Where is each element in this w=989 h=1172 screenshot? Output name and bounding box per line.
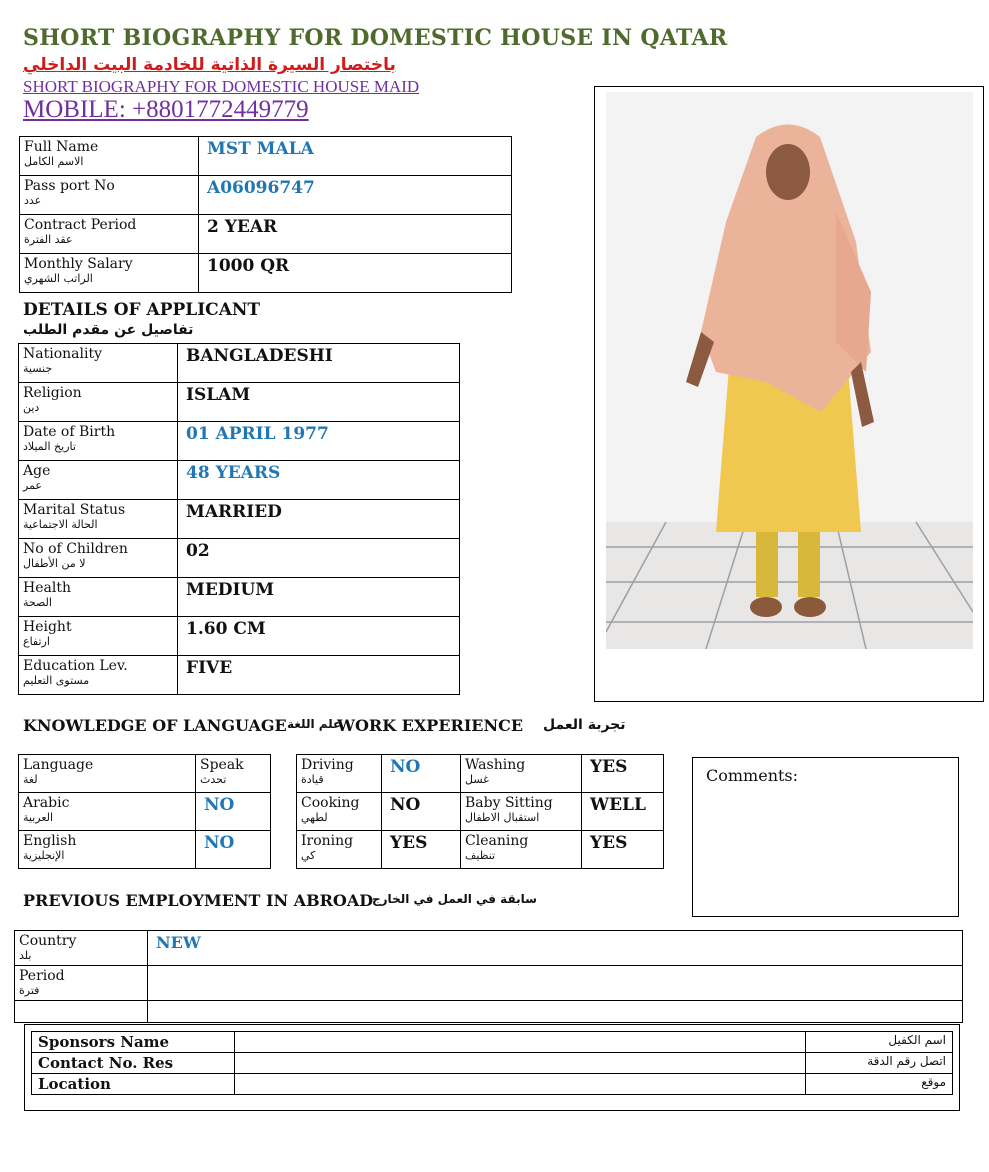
sponsor-row bbox=[32, 1032, 953, 1053]
work-skill-value: NO bbox=[390, 757, 421, 777]
applicant-details-table bbox=[18, 343, 460, 695]
detail-label-arabic: جنسية bbox=[23, 362, 53, 375]
work-heading-arabic: تجربة العمل bbox=[543, 717, 626, 733]
info-label: Monthly Salary bbox=[24, 256, 133, 272]
language-header-row bbox=[19, 755, 271, 793]
sponsor-label: Sponsors Name bbox=[38, 1033, 170, 1051]
info-label-arabic: عدد bbox=[24, 194, 42, 207]
previous-row bbox=[15, 966, 963, 1001]
language-header-cell bbox=[19, 755, 196, 793]
speak-header-cell bbox=[196, 755, 271, 793]
detail-label-cell bbox=[19, 656, 178, 695]
info-label: Full Name bbox=[24, 139, 99, 155]
detail-label: Date of Birth bbox=[23, 424, 116, 440]
info-row bbox=[20, 176, 512, 215]
sponsor-label-arabic: اتصل رقم الدقة bbox=[867, 1054, 946, 1068]
info-row bbox=[20, 215, 512, 254]
work-row bbox=[297, 793, 664, 831]
work-skill-label: Cooking bbox=[301, 795, 360, 811]
detail-label: Education Lev. bbox=[23, 658, 128, 674]
info-value: MST MALA bbox=[207, 139, 314, 159]
work-row bbox=[297, 755, 664, 793]
detail-label-cell bbox=[19, 617, 178, 656]
detail-label-cell bbox=[19, 500, 178, 539]
language-value: NO bbox=[204, 833, 235, 853]
info-label: Contract Period bbox=[24, 217, 137, 233]
document-title: SHORT BIOGRAPHY FOR DOMESTIC HOUSE IN QATAR bbox=[23, 25, 728, 51]
previous-label: Period bbox=[19, 968, 65, 984]
detail-value-cell bbox=[178, 617, 460, 656]
basic-info-table bbox=[19, 136, 512, 293]
sponsor-row bbox=[32, 1074, 953, 1095]
previous-employment-table bbox=[14, 930, 963, 1023]
language-value-cell bbox=[196, 793, 271, 831]
detail-value: ISLAM bbox=[186, 385, 251, 405]
detail-label-arabic: تاريخ الميلاد bbox=[23, 440, 76, 453]
detail-label-arabic: الحالة الاجتماعية bbox=[23, 518, 98, 531]
work-skill-cell bbox=[461, 831, 582, 869]
work-skill-label: Washing bbox=[465, 757, 526, 773]
previous-label-cell bbox=[15, 1001, 148, 1023]
sponsor-label-arabic-cell bbox=[806, 1032, 953, 1053]
info-value: 2 YEAR bbox=[207, 217, 278, 237]
detail-row bbox=[19, 422, 460, 461]
info-label-cell bbox=[20, 176, 199, 215]
language-header-label-arabic: لغة bbox=[23, 773, 38, 786]
detail-value-cell bbox=[178, 383, 460, 422]
sponsor-value-cell[interactable] bbox=[235, 1032, 806, 1053]
info-value: A06096747 bbox=[207, 178, 315, 198]
work-skill-cell bbox=[461, 793, 582, 831]
language-row bbox=[19, 793, 271, 831]
language-heading: KNOWLEDGE OF LANGUAGE bbox=[23, 716, 287, 735]
detail-value: MEDIUM bbox=[186, 580, 275, 600]
sponsor-label: Location bbox=[38, 1075, 111, 1093]
work-skill-value-cell bbox=[382, 793, 461, 831]
detail-label-arabic: دين bbox=[23, 401, 40, 414]
detail-label-arabic: الصحة bbox=[23, 596, 52, 609]
previous-label-cell bbox=[15, 931, 148, 966]
comments-box bbox=[692, 757, 959, 917]
info-label-cell bbox=[20, 254, 199, 293]
detail-value: BANGLADESHI bbox=[186, 346, 333, 366]
info-value-cell bbox=[199, 215, 512, 254]
info-label-arabic: الاسم الكامل bbox=[24, 155, 84, 168]
previous-employment-heading-arabic: سابقة في العمل في الخارج bbox=[372, 892, 537, 906]
detail-value: 1.60 CM bbox=[186, 619, 266, 639]
photo-frame bbox=[594, 86, 984, 702]
sponsor-row bbox=[32, 1053, 953, 1074]
speak-header-label-arabic: تحدث bbox=[200, 773, 227, 786]
work-skill-value-cell bbox=[582, 831, 664, 869]
previous-label-cell bbox=[15, 966, 148, 1001]
sponsor-label-cell bbox=[32, 1074, 235, 1095]
comments-label: Comments: bbox=[706, 766, 799, 785]
speak-header-label: Speak bbox=[200, 757, 244, 773]
detail-value: 02 bbox=[186, 541, 210, 561]
details-heading-arabic: تفاصيل عن مقدم الطلب bbox=[23, 322, 194, 338]
work-skill-value-cell bbox=[382, 831, 461, 869]
detail-label: Marital Status bbox=[23, 502, 126, 518]
work-skill-label-arabic: استقبال الاطفال bbox=[465, 811, 540, 824]
detail-label: Nationality bbox=[23, 346, 102, 362]
language-row bbox=[19, 831, 271, 869]
detail-row bbox=[19, 539, 460, 578]
previous-value: NEW bbox=[156, 933, 201, 952]
info-row bbox=[20, 137, 512, 176]
detail-value-cell bbox=[178, 539, 460, 578]
previous-row bbox=[15, 1001, 963, 1023]
info-label-arabic: عقد الفترة bbox=[24, 233, 73, 246]
info-label-arabic: الراتب الشهري bbox=[24, 272, 93, 285]
language-label-cell bbox=[19, 831, 196, 869]
detail-label-arabic: مستوى التعليم bbox=[23, 674, 90, 687]
detail-label-arabic: لا من الأطفال bbox=[23, 557, 86, 570]
work-skill-value-cell bbox=[582, 755, 664, 793]
previous-row bbox=[15, 931, 963, 966]
work-skill-value: YES bbox=[390, 833, 428, 853]
work-skill-label-arabic: غسل bbox=[465, 773, 489, 786]
applicant-photo-illustration bbox=[606, 92, 973, 649]
details-heading: DETAILS OF APPLICANT bbox=[23, 300, 261, 320]
sponsor-label-arabic-cell bbox=[806, 1074, 953, 1095]
work-skill-cell bbox=[297, 831, 382, 869]
info-label-cell bbox=[20, 215, 199, 254]
info-value-cell bbox=[199, 254, 512, 293]
work-skill-value: WELL bbox=[590, 795, 646, 815]
sponsor-label-cell bbox=[32, 1032, 235, 1053]
info-value-cell bbox=[199, 137, 512, 176]
work-skill-label: Baby Sitting bbox=[465, 795, 553, 811]
work-skill-value: NO bbox=[390, 795, 421, 815]
detail-label-cell bbox=[19, 344, 178, 383]
info-label-cell bbox=[20, 137, 199, 176]
previous-value-cell bbox=[148, 1001, 963, 1023]
work-skill-cell bbox=[297, 793, 382, 831]
language-label-cell bbox=[19, 793, 196, 831]
applicant-photo bbox=[606, 92, 973, 649]
detail-label-cell bbox=[19, 461, 178, 500]
sponsor-value-cell[interactable] bbox=[235, 1053, 806, 1074]
detail-value: 01 APRIL 1977 bbox=[186, 424, 329, 444]
detail-value: 48 YEARS bbox=[186, 463, 281, 483]
work-skill-label: Ironing bbox=[301, 833, 354, 849]
work-skill-value-cell bbox=[382, 755, 461, 793]
detail-label-arabic: عمر bbox=[23, 479, 42, 492]
detail-row bbox=[19, 383, 460, 422]
previous-value-cell bbox=[148, 931, 963, 966]
sponsor-label-arabic-cell bbox=[806, 1053, 953, 1074]
info-value-cell bbox=[199, 176, 512, 215]
previous-label-arabic: فترة bbox=[19, 984, 40, 997]
sponsor-table bbox=[31, 1031, 953, 1095]
language-label-arabic: الإنجليزية bbox=[23, 849, 65, 862]
detail-row bbox=[19, 461, 460, 500]
sponsor-label: Contact No. Res bbox=[38, 1054, 174, 1072]
detail-value: MARRIED bbox=[186, 502, 282, 522]
detail-label: Religion bbox=[23, 385, 82, 401]
language-heading-arabic: علم اللغة bbox=[287, 717, 342, 731]
language-value: NO bbox=[204, 795, 235, 815]
detail-label-cell bbox=[19, 539, 178, 578]
previous-value-cell bbox=[148, 966, 963, 1001]
document-title-arabic: باختصار السيرة الذاتية للخادمة البيت الداخلي bbox=[23, 55, 396, 75]
detail-label-cell bbox=[19, 578, 178, 617]
detail-row bbox=[19, 617, 460, 656]
work-experience-table bbox=[296, 754, 664, 869]
language-label: Arabic bbox=[23, 795, 70, 811]
detail-label: Height bbox=[23, 619, 72, 635]
detail-row bbox=[19, 578, 460, 617]
work-skill-label-arabic: قيادة bbox=[301, 773, 324, 786]
previous-label: Country bbox=[19, 933, 77, 949]
sponsor-label-arabic: موقع bbox=[921, 1075, 946, 1089]
mobile-number: MOBILE: +8801772449779 bbox=[23, 96, 309, 123]
detail-label-cell bbox=[19, 383, 178, 422]
detail-value-cell bbox=[178, 344, 460, 383]
info-row bbox=[20, 254, 512, 293]
language-label: English bbox=[23, 833, 77, 849]
detail-value: FIVE bbox=[186, 658, 233, 678]
sponsor-box bbox=[24, 1024, 960, 1111]
work-skill-label-arabic: كي bbox=[301, 849, 316, 862]
work-skill-value: YES bbox=[590, 833, 628, 853]
language-value-cell bbox=[196, 831, 271, 869]
work-row bbox=[297, 831, 664, 869]
previous-employment-heading: PREVIOUS EMPLOYMENT IN ABROAD bbox=[23, 891, 374, 910]
info-label: Pass port No bbox=[24, 178, 115, 194]
detail-value-cell bbox=[178, 422, 460, 461]
detail-label: No of Children bbox=[23, 541, 128, 557]
detail-row bbox=[19, 656, 460, 695]
work-skill-cell bbox=[461, 755, 582, 793]
work-skill-value-cell bbox=[582, 793, 664, 831]
detail-label: Age bbox=[23, 463, 51, 479]
detail-label-arabic: ارتفاع bbox=[23, 635, 50, 648]
work-skill-value: YES bbox=[590, 757, 628, 777]
previous-label-arabic: بلد bbox=[19, 949, 32, 962]
detail-row bbox=[19, 344, 460, 383]
work-skill-label: Cleaning bbox=[465, 833, 529, 849]
language-label-arabic: العربية bbox=[23, 811, 54, 824]
detail-row bbox=[19, 500, 460, 539]
work-skill-cell bbox=[297, 755, 382, 793]
detail-value-cell bbox=[178, 500, 460, 539]
detail-label: Health bbox=[23, 580, 71, 596]
detail-value-cell bbox=[178, 461, 460, 500]
work-skill-label-arabic: لطهي bbox=[301, 811, 328, 824]
work-heading: WORK EXPERIENCE bbox=[337, 716, 524, 735]
sponsor-label-arabic: اسم الكفيل bbox=[888, 1033, 946, 1047]
work-skill-label: Driving bbox=[301, 757, 354, 773]
work-skill-label-arabic: تنظيف bbox=[465, 849, 496, 862]
info-value: 1000 QR bbox=[207, 256, 290, 276]
language-table bbox=[18, 754, 271, 869]
document-subtitle: SHORT BIOGRAPHY FOR DOMESTIC HOUSE MAID bbox=[23, 77, 420, 96]
detail-value-cell bbox=[178, 656, 460, 695]
detail-label-cell bbox=[19, 422, 178, 461]
language-header-label: Language bbox=[23, 757, 94, 773]
sponsor-label-cell bbox=[32, 1053, 235, 1074]
sponsor-value-cell[interactable] bbox=[235, 1074, 806, 1095]
detail-value-cell bbox=[178, 578, 460, 617]
